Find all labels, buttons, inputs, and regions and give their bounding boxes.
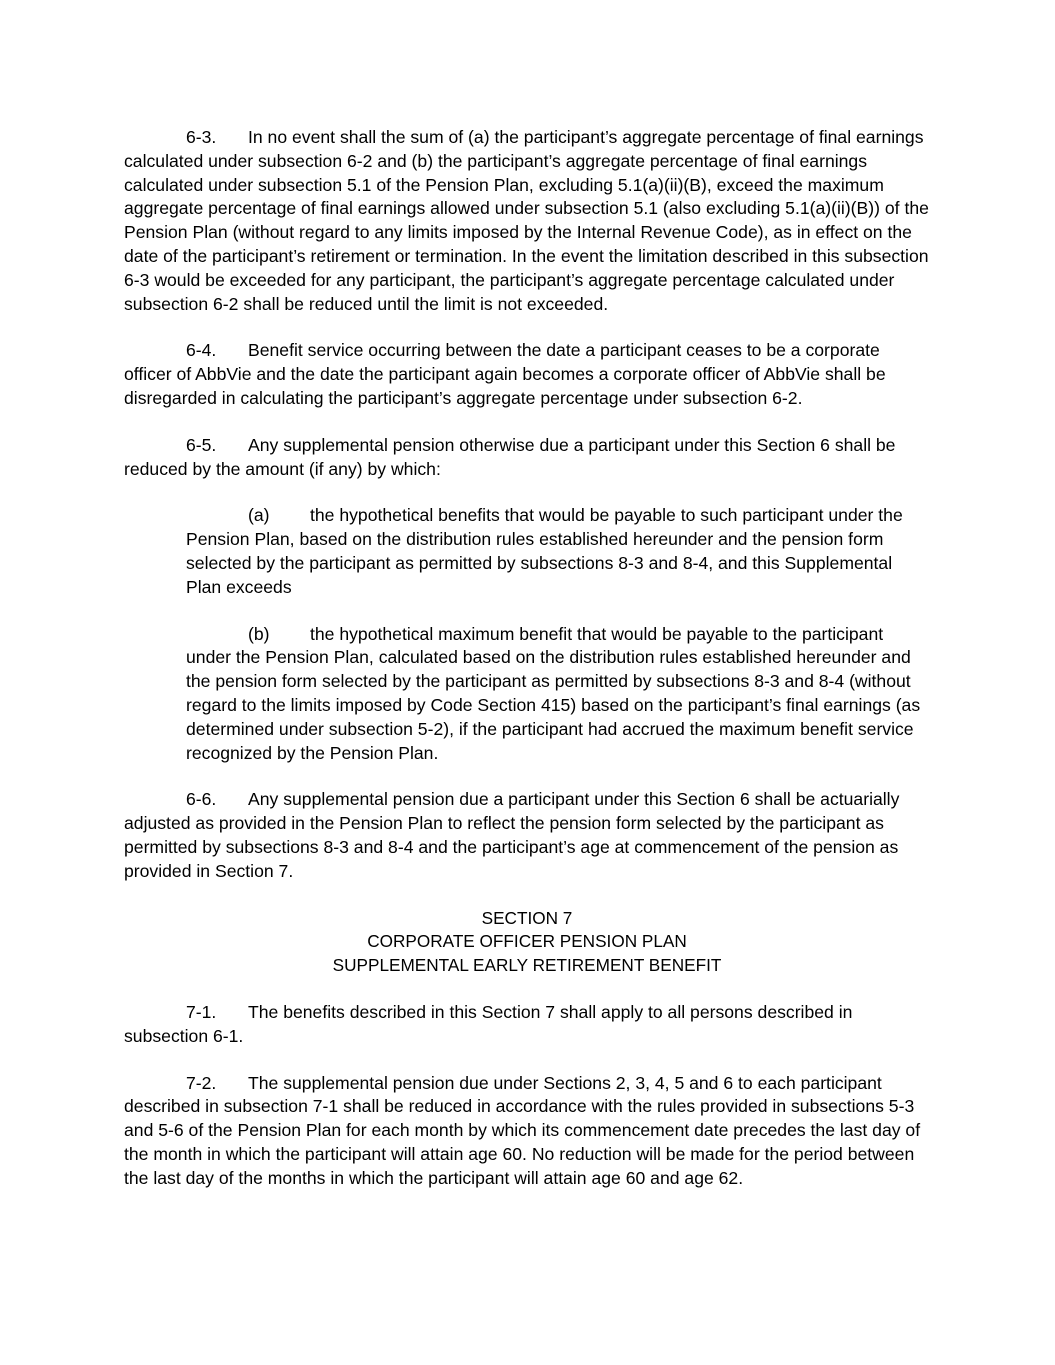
section-subtitle: SUPPLEMENTAL EARLY RETIREMENT BENEFIT [332, 955, 722, 976]
paragraph-6-3 [124, 126, 930, 316]
subparagraph-text: the hypothetical benefits that would be payable to such participant under the Pension Plan, based on the distribution rules established hereunder and the pension form selected by the participant as permitted by subsections 8-3 and 8-4, and this Supplemental Plan exceeds [186, 505, 903, 597]
paragraph-number: 6-5. [186, 434, 217, 455]
paragraph-text: The benefits described in this Section 7 shall apply to all persons described in subsection 6-1. [124, 1001, 853, 1046]
paragraph-text: Any supplemental pension due a participant under this Section 6 shall be actuarially adjusted as provided in the Pension Plan to reflect the pension form selected by the participant as permitted by subsections 8-3 and 8-4 and the participant’s age at commencement of the pension as provided in Section 7. [124, 789, 900, 881]
paragraph-text: The supplemental pension due under Sections 2, 3, 4, 5 and 6 to each participant described in subsection 7-1 shall be reduced in accordance with the rules provided in subsections 5-3 and 5-6 of the Pension Plan for each month by which its commencement date precedes the last day of the month in which the participant will attain age 60. No reduction will be made for the period between the last day of the months in which the participant will attain age 60 and age 62. [124, 1072, 921, 1188]
paragraph-7-1 [124, 1001, 930, 1049]
section-title: SECTION 7 [481, 907, 573, 928]
paragraph-6-4 [124, 339, 930, 410]
paragraph-7-2 [124, 1072, 930, 1191]
subparagraph-a [186, 504, 930, 599]
paragraph-number: 6-3. [186, 127, 217, 147]
subparagraph-text: the hypothetical maximum benefit that would be payable to the participant under the Pension Plan, calculated based on the distribution rules established hereunder and the pension form selected by the participant as permitted by subsections 8-3 and 8-4 (without regard to the limits imposed by Code Section 415) based on the participant’s final earnings (as determined under subsection 5-2), if the participant had accrued the maximum benefit service recognized by the Pension Plan. [186, 623, 921, 763]
paragraph-number: 7-1. [186, 1001, 217, 1022]
paragraph-number: 6-6. [186, 789, 217, 810]
section-subtitle: CORPORATE OFFICER PENSION PLAN [367, 931, 687, 952]
paragraph-number: 7-2. [186, 1072, 217, 1093]
paragraph-6-6 [124, 788, 930, 883]
paragraph-text: In no event shall the sum of (a) the participant’s aggregate percentage of final earnings calculated under subsection 6-2 and (b) the participant’s aggregate percentage of final earnings calculated under subsection 5.1 of the Pension Plan, excluding 5.1(a)(ii)(B), exceed the maximum aggregate percentage of final earnings allowed under subsection 5.1 (also excluding 5.1(a)(ii)(B)) of the Pension Plan (without regard to any limits imposed by the Internal Revenue Code), as in effect on the date of the participant’s retirement or termination. In the event the limitation described in this subsection 6-3 would be exceeded for any participant, the participant’s aggregate percentage calculated under subsection 6-2 shall be reduced until the limit is not exceeded. [124, 127, 929, 314]
subparagraph-label: (a) [248, 505, 270, 526]
paragraph-text: Any supplemental pension otherwise due a participant under this Section 6 shall be reduced by the amount (if any) by which: [124, 434, 896, 479]
paragraph-number: 6-4. [186, 340, 217, 361]
paragraph-6-5 [124, 434, 930, 482]
document-page [124, 126, 930, 1213]
paragraph-text: Benefit service occurring between the date a participant ceases to be a corporate officer of AbbVie and the date the participant again becomes a corporate officer of AbbVie shall be disregarded in calculating the participant’s aggregate percentage under subsection 6-2. [124, 340, 886, 408]
subparagraph-b [186, 623, 930, 766]
section-7-heading [124, 907, 930, 978]
subparagraph-label: (b) [248, 623, 270, 644]
